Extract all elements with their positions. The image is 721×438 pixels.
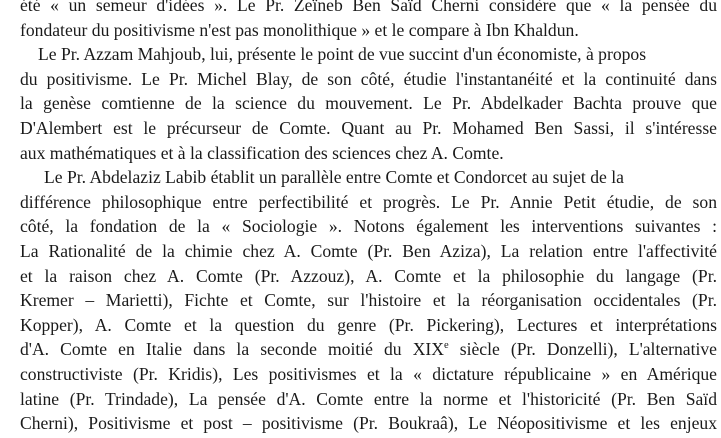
text-line — [0, 264, 721, 289]
text-line-content: D'Alembert est le précurseur de Comte. Quant au Pr. Mohamed Ben Sassi, il s'intéresse — [20, 117, 717, 138]
text-line-content: Le Pr. Azzam Mahjoub, lui, présente le point de vue succint d'un économiste, à propos — [38, 44, 647, 65]
text-line — [0, 67, 721, 92]
text-line — [0, 190, 721, 215]
text-line-content: Cherni), Positivisme et post – positivisme (Pr. Boukraâ), Le Néopositivisme et les enjeux — [20, 413, 717, 434]
text-line — [0, 313, 721, 338]
superscript: e — [443, 340, 449, 352]
text-line — [0, 0, 721, 18]
text-line — [0, 214, 721, 239]
text-line-content: Kopper), A. Comte et la question du genre (Pr. Pickering), Lectures et interprétations — [20, 314, 717, 335]
text-line — [0, 288, 721, 313]
text-line-content: différence philosophique entre perfectibilité et progrès. Le Pr. Annie Petit étudie, de son — [20, 191, 717, 212]
text-line-content: la genèse comtienne de la science du mouvement. Le Pr. Abdelkader Bachta prouve que — [20, 93, 717, 114]
text-line — [0, 91, 721, 116]
text-line — [0, 18, 721, 43]
text-segment: siècle (Pr. Donzelli), L'alternative — [448, 339, 717, 360]
text-line — [0, 116, 721, 141]
text-segment: d'A. Comte en Italie dans la seconde moitié du XIX — [20, 339, 444, 360]
text-line-content: fondateur du positivisme n'est pas monolithique » et le compare à Ibn Khaldun. — [20, 19, 579, 40]
text-line — [0, 337, 721, 362]
text-line-content: latine (Pr. Trindade), La pensée d'A. Comte entre la norme et l'historicité (Pr. Ben Saïd — [20, 388, 717, 409]
text-line — [0, 411, 721, 436]
text-line — [0, 239, 721, 264]
text-line-content: du positivisme. Le Pr. Michel Blay, de son côté, étudie l'instantanéité et la continuité dans — [20, 68, 717, 89]
text-line-content: côté, la fondation de la « Sociologie ». Notons également les interventions suivantes : — [20, 216, 717, 237]
text-line — [0, 42, 721, 67]
text-line — [0, 362, 721, 387]
text-line-content: constructiviste (Pr. Kridis), Les positivismes et la « dictature républicaine » en Amérique — [20, 363, 717, 384]
text-line — [0, 387, 721, 412]
text-line-content: Kremer – Marietti), Fichte et Comte, sur l'histoire et la réorganisation occidentales (Pr. — [20, 290, 717, 311]
text-line-content: aux mathématiques et à la classification des sciences chez A. Comte. — [20, 142, 504, 163]
text-line-content: La Rationalité de la chimie chez A. Comte (Pr. Ben Aziza), La relation entre l'affectivité — [20, 240, 717, 261]
text-line-content: Le Pr. Abdelaziz Labib établit un parallèle entre Comte et Condorcet au sujet de la — [44, 167, 624, 188]
text-line-content: et la raison chez A. Comte (Pr. Azzouz), A. Comte et la philosophie du langage (Pr. — [20, 265, 717, 286]
text-line-content: été « un semeur d'idées ». Le Pr. Zeïneb Ben Saïd Cherni considère que « la pensée du — [20, 0, 717, 15]
text-line-content — [20, 337, 717, 362]
text-line — [0, 141, 721, 166]
text-line — [0, 165, 721, 190]
